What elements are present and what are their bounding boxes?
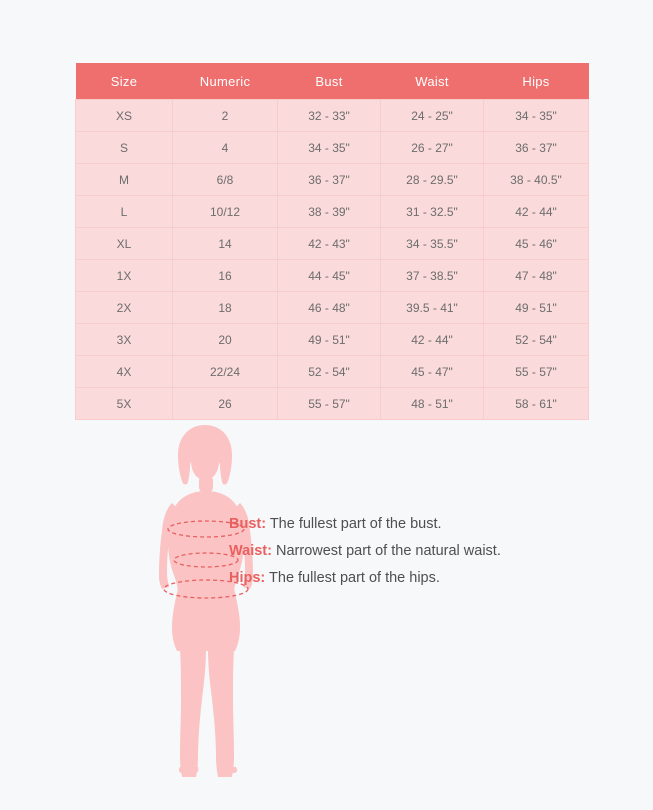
cell-size: M (76, 164, 173, 196)
female-body-silhouette-icon (118, 417, 298, 777)
column-header-bust: Bust (278, 63, 381, 100)
table-row (76, 132, 589, 164)
cell-hips: 47 - 48" (484, 260, 589, 292)
cell-numeric: 14 (173, 228, 278, 260)
cell-numeric: 22/24 (173, 356, 278, 388)
legend-label-bust: Bust: (229, 516, 267, 532)
cell-bust: 38 - 39" (278, 196, 381, 228)
legend-text-bust: The fullest part of the bust. (266, 516, 442, 532)
legend-item-bust (229, 511, 629, 538)
cell-hips: 34 - 35" (484, 100, 589, 132)
cell-waist: 24 - 25" (381, 100, 484, 132)
cell-waist: 34 - 35.5" (381, 228, 484, 260)
cell-waist: 48 - 51" (381, 388, 484, 420)
column-header-numeric: Numeric (173, 63, 278, 100)
cell-hips: 49 - 51" (484, 292, 589, 324)
cell-bust: 42 - 43" (278, 228, 381, 260)
cell-numeric: 4 (173, 132, 278, 164)
cell-bust: 44 - 45" (278, 260, 381, 292)
cell-size: XS (76, 100, 173, 132)
cell-waist: 39.5 - 41" (381, 292, 484, 324)
legend-text-hips: The fullest part of the hips. (265, 570, 440, 586)
measurement-legend (229, 511, 629, 592)
cell-size: 2X (76, 292, 173, 324)
cell-size: S (76, 132, 173, 164)
table-row (76, 260, 589, 292)
cell-waist: 45 - 47" (381, 356, 484, 388)
table-row (76, 356, 589, 388)
cell-bust: 55 - 57" (278, 388, 381, 420)
cell-hips: 55 - 57" (484, 356, 589, 388)
size-chart-table (75, 63, 589, 420)
cell-waist: 31 - 32.5" (381, 196, 484, 228)
cell-waist: 28 - 29.5" (381, 164, 484, 196)
cell-size: 5X (76, 388, 173, 420)
cell-bust: 52 - 54" (278, 356, 381, 388)
legend-item-hips (229, 565, 629, 592)
size-chart-body (76, 100, 589, 420)
cell-waist: 37 - 38.5" (381, 260, 484, 292)
cell-numeric: 2 (173, 100, 278, 132)
cell-numeric: 6/8 (173, 164, 278, 196)
cell-numeric: 26 (173, 388, 278, 420)
cell-hips: 38 - 40.5" (484, 164, 589, 196)
cell-bust: 34 - 35" (278, 132, 381, 164)
cell-size: 1X (76, 260, 173, 292)
cell-hips: 45 - 46" (484, 228, 589, 260)
table-row (76, 196, 589, 228)
cell-waist: 42 - 44" (381, 324, 484, 356)
cell-numeric: 18 (173, 292, 278, 324)
cell-hips: 42 - 44" (484, 196, 589, 228)
cell-bust: 36 - 37" (278, 164, 381, 196)
size-chart-header (76, 63, 589, 100)
column-header-waist: Waist (381, 63, 484, 100)
cell-bust: 32 - 33" (278, 100, 381, 132)
cell-hips: 36 - 37" (484, 132, 589, 164)
measurement-guide-section (0, 405, 653, 785)
legend-label-hips: Hips: (229, 570, 266, 586)
legend-label-waist: Waist: (229, 543, 272, 559)
cell-bust: 49 - 51" (278, 324, 381, 356)
cell-size: XL (76, 228, 173, 260)
table-row (76, 292, 589, 324)
header-row (76, 63, 589, 100)
column-header-size: Size (76, 63, 173, 100)
cell-numeric: 20 (173, 324, 278, 356)
cell-size: L (76, 196, 173, 228)
table-row (76, 164, 589, 196)
cell-size: 4X (76, 356, 173, 388)
cell-hips: 52 - 54" (484, 324, 589, 356)
table-row (76, 100, 589, 132)
size-chart-container (75, 63, 578, 420)
cell-hips: 58 - 61" (484, 388, 589, 420)
cell-numeric: 16 (173, 260, 278, 292)
legend-text-waist: Narrowest part of the natural waist. (271, 543, 501, 559)
cell-size: 3X (76, 324, 173, 356)
cell-bust: 46 - 48" (278, 292, 381, 324)
table-row (76, 324, 589, 356)
cell-waist: 26 - 27" (381, 132, 484, 164)
table-row (76, 228, 589, 260)
cell-numeric: 10/12 (173, 196, 278, 228)
legend-item-waist (229, 538, 629, 565)
column-header-hips: Hips (484, 63, 589, 100)
